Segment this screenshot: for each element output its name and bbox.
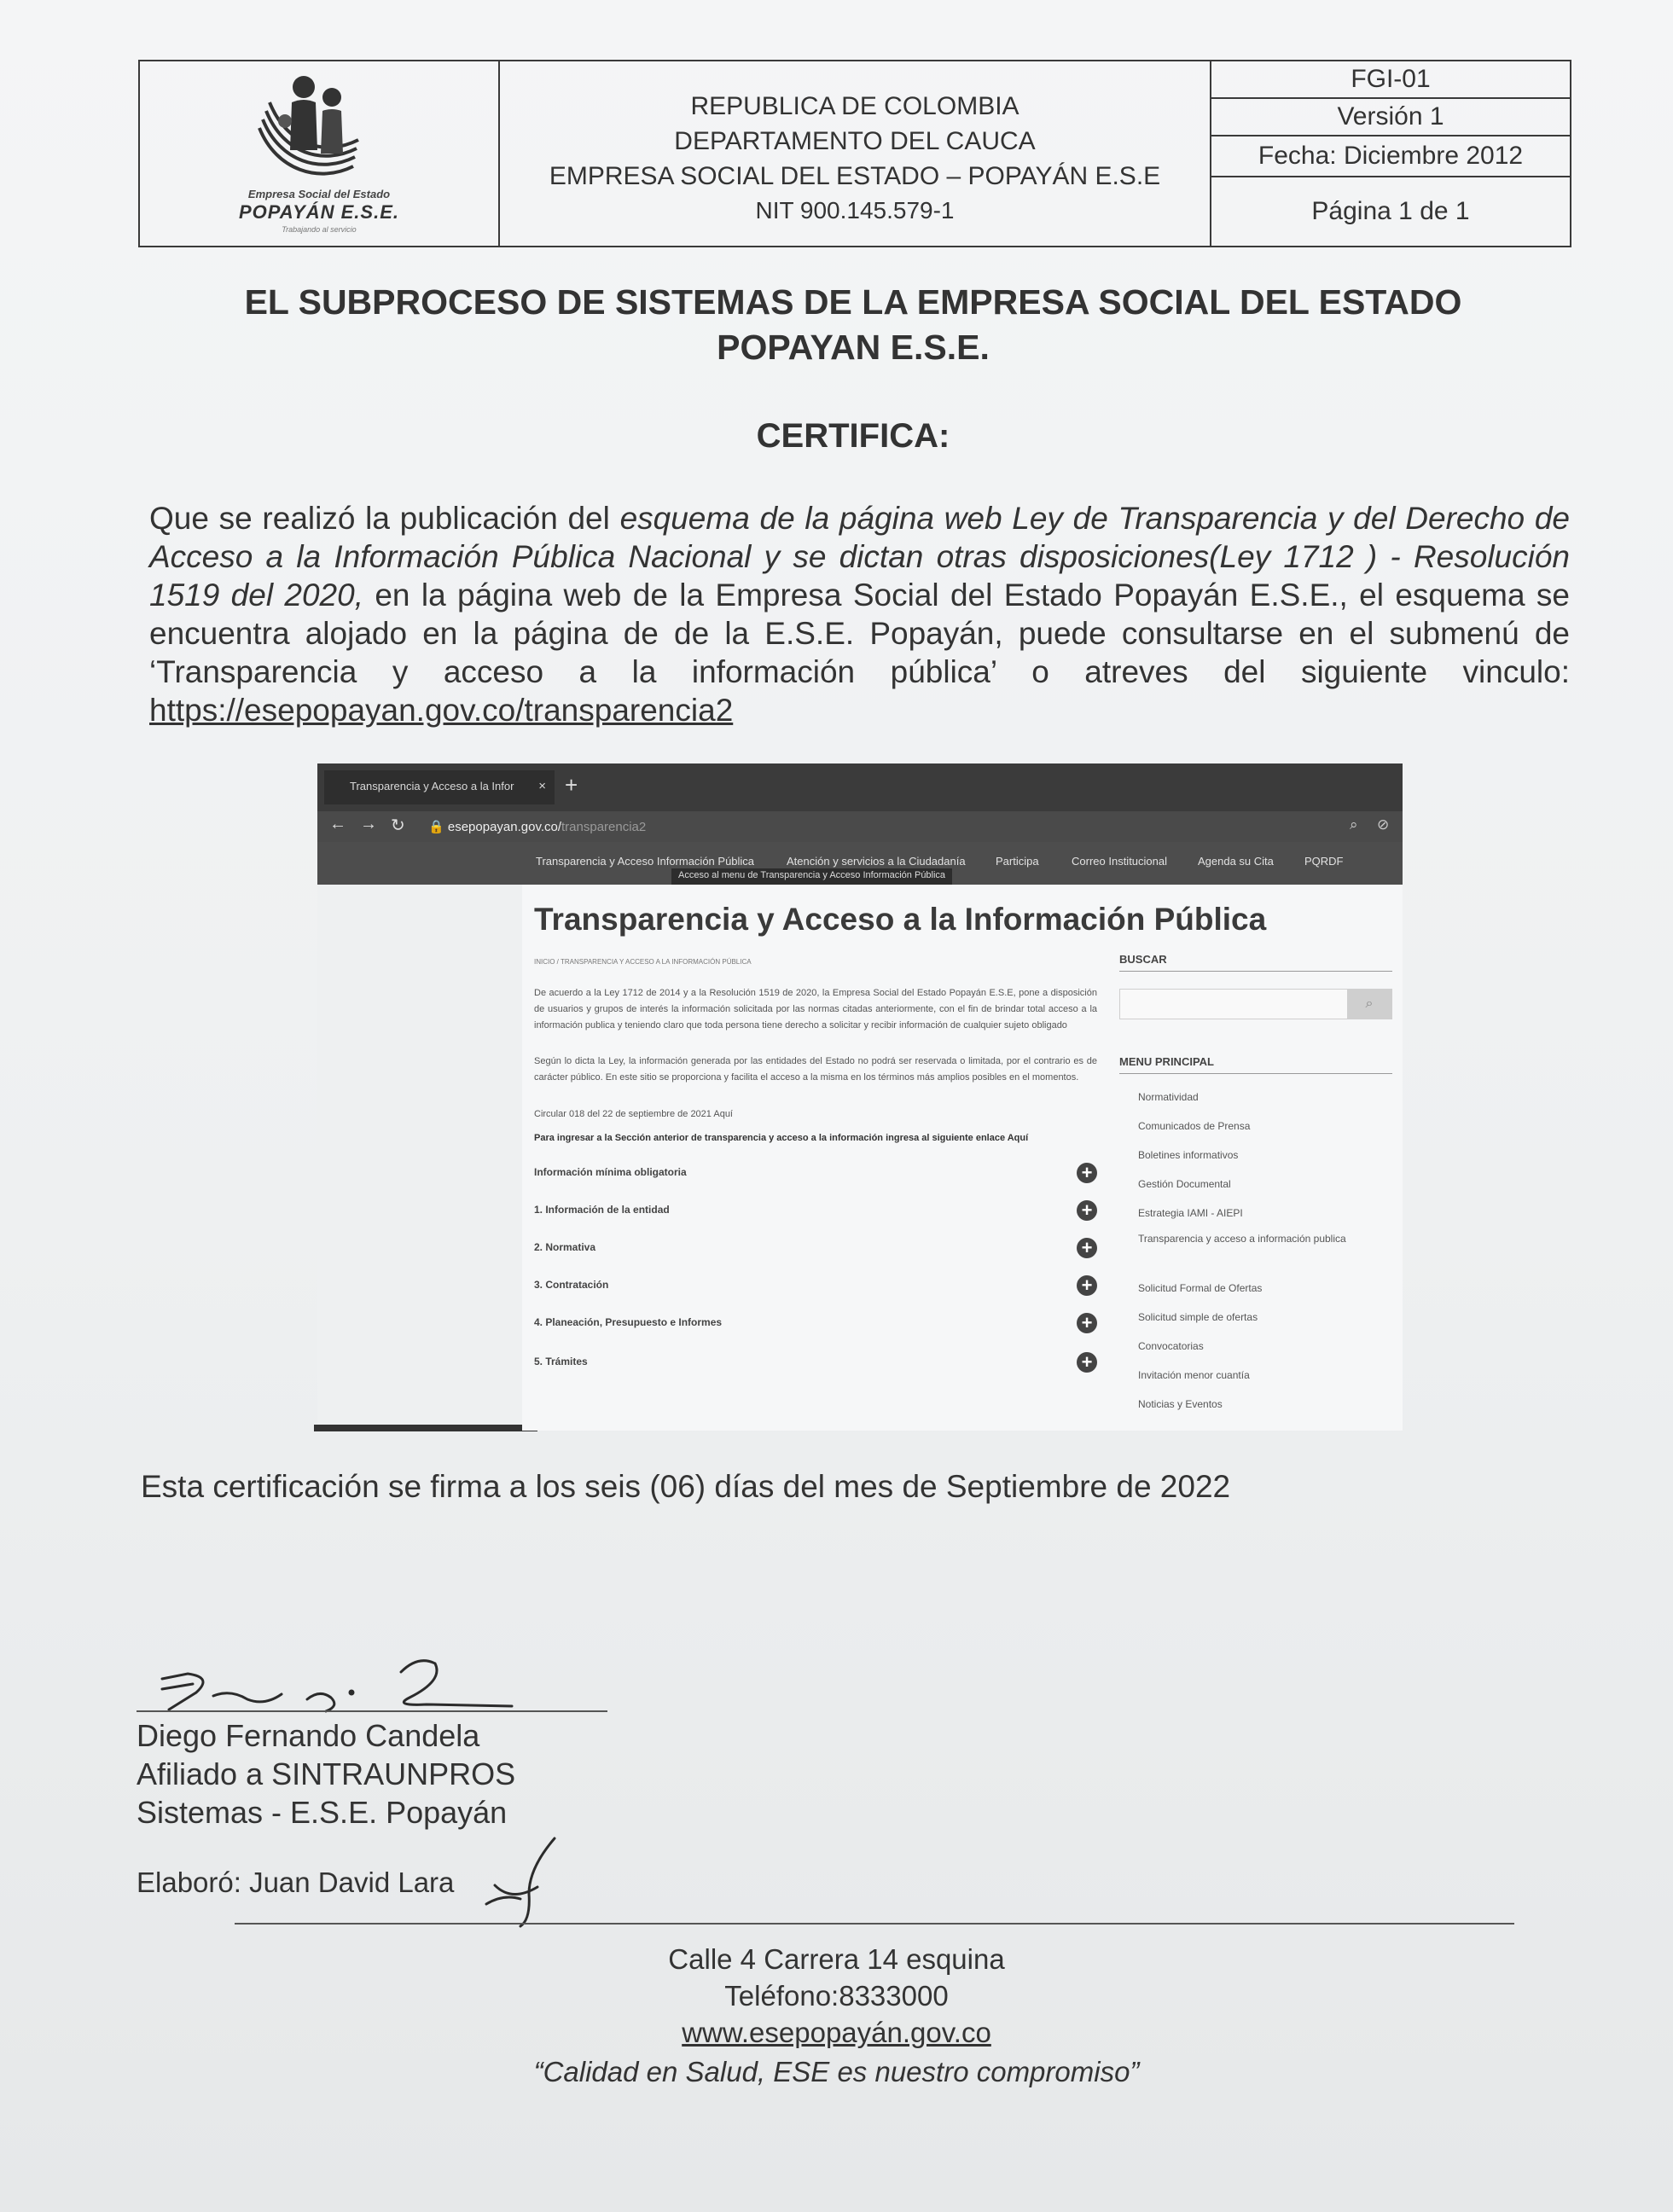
doc-page: Página 1 de 1 (1311, 197, 1470, 225)
header-meta (1211, 61, 1570, 246)
circular-link[interactable]: Circular 018 del 22 de septiembre de 2021 Aquí (534, 1109, 733, 1119)
menu-item[interactable]: Invitación menor cuantía (1138, 1369, 1250, 1381)
reload-icon[interactable]: ↻ (391, 816, 405, 835)
left-margin (317, 885, 522, 1431)
transparency-link[interactable]: https://esepopayan.gov.co/transparencia2 (149, 693, 734, 728)
accordion-item[interactable] (534, 1237, 1097, 1263)
department-line: DEPARTAMENTO DEL CAUCA (674, 126, 1036, 155)
signer-name: Diego Fernando Candela (137, 1718, 480, 1753)
nav-item-agenda[interactable]: Agenda su Cita (1198, 855, 1274, 868)
accordion-label: 2. Normativa (534, 1241, 596, 1253)
footer-divider (235, 1923, 1514, 1925)
doc-date: Fecha: Diciembre 2012 (1211, 136, 1570, 177)
menu-item[interactable]: Solicitud simple de ofertas (1138, 1311, 1258, 1323)
forward-icon[interactable]: → (360, 815, 377, 833)
accordion-label: Información mínima obligatoria (534, 1166, 687, 1178)
accordion-item[interactable] (534, 1312, 1097, 1338)
certification-paragraph (149, 499, 1570, 729)
browser-tab[interactable] (324, 770, 555, 804)
plus-icon[interactable]: + (1077, 1238, 1097, 1258)
url-field[interactable]: 🔒 esepopayan.gov.co/transparencia2 (428, 820, 647, 834)
previous-section-link[interactable]: Para ingresar a la Sección anterior de transparencia y acceso a la información ingresa al siguiente enlace Aquí (534, 1133, 1029, 1143)
search-icon[interactable]: ⌕ (1347, 990, 1391, 1019)
signature-icon (137, 1655, 614, 1715)
close-icon[interactable]: × (538, 779, 546, 793)
plus-icon[interactable]: + (1077, 1352, 1097, 1373)
accordion-label: 3. Contratación (534, 1279, 609, 1291)
menu-heading: MENU PRINCIPAL (1119, 1055, 1392, 1074)
body-details: en la página web de la Empresa Social del Estado Popayán E.S.E., el esquema se encuentra alojado en la página de de la E.S.E. Popayán, puede consultarse en el submenú de ‘Transparencia y acceso a la información pública’ o atreves del siguiente vinculo: (149, 578, 1570, 689)
nav-item-atencion[interactable]: Atención y servicios a la Ciudadanía (787, 855, 966, 868)
nit-line: NIT 900.145.579-1 (755, 196, 955, 224)
plus-icon[interactable]: + (1077, 1275, 1097, 1296)
nav-item-participa[interactable]: Participa (996, 855, 1039, 868)
doc-version: Versión 1 (1211, 99, 1570, 136)
signature-line (137, 1710, 607, 1712)
url-host: esepopayan.gov.co/ (447, 820, 562, 834)
signer-block (137, 1716, 515, 1832)
footer-slogan: “Calidad en Salud, ESE es nuestro compromiso” (533, 2056, 1140, 2087)
site-content (522, 885, 1403, 1431)
header-table (138, 60, 1571, 247)
plus-icon[interactable]: + (1077, 1313, 1097, 1333)
browser-tabbar (317, 763, 1403, 811)
nav-item-transparencia[interactable]: Transparencia y Acceso Información Pública (536, 855, 755, 868)
website-screenshot (317, 763, 1403, 1431)
plus-icon[interactable]: + (1077, 1200, 1097, 1221)
nav-item-pqrdf[interactable]: PQRDF (1304, 855, 1344, 868)
family-logo-icon (251, 68, 370, 188)
search-icon[interactable]: ⌕ (1350, 816, 1358, 833)
prepared-by: Elaboró: Juan David Lara (137, 1867, 455, 1898)
title-line-1: EL SUBPROCESO DE SISTEMAS DE LA EMPRESA SOCIAL DEL ESTADO (244, 282, 1462, 322)
search-input[interactable] (1119, 989, 1392, 1019)
accordion-label: 1. Información de la entidad (534, 1204, 670, 1216)
document-title (128, 280, 1578, 371)
menu-item[interactable]: Gestión Documental (1138, 1178, 1231, 1190)
menu-item[interactable]: Boletines informativos (1138, 1149, 1239, 1161)
logo-subtag: Trabajando al servicio (282, 225, 357, 234)
signing-date: Esta certificación se firma a los seis (06) días del mes de Septiembre de 2022 (141, 1469, 1231, 1504)
page-title: Transparencia y Acceso a la Información Pública (534, 902, 1267, 937)
signer-department: Sistemas - E.S.E. Popayán (137, 1795, 508, 1830)
footer-phone: Teléfono:8333000 (724, 1980, 949, 2012)
menu-item[interactable]: Solicitud Formal de Ofertas (1138, 1282, 1263, 1294)
accordion-label: 5. Trámites (534, 1356, 588, 1367)
accordion-item[interactable] (534, 1162, 1097, 1188)
nav-item-correo[interactable]: Correo Institucional (1072, 855, 1167, 868)
url-path: transparencia2 (561, 820, 647, 834)
menu-item[interactable]: Transparencia y acceso a información publica (1138, 1233, 1346, 1245)
country-line: REPUBLICA DE COLOMBIA (690, 91, 1019, 120)
initials-signature-icon (478, 1834, 572, 1928)
header-institution (500, 61, 1211, 246)
logo-cell (140, 61, 500, 246)
logo-tagline: Empresa Social del Estado (247, 188, 391, 200)
menu-item[interactable]: Estrategia IAMI - AIEPI (1138, 1207, 1243, 1219)
intro-paragraph: De acuerdo a la Ley 1712 de 2014 y a la Resolución 1519 de 2020, la Empresa Social del Estado Popayán E.S.E, pone a disposición de usuarios y grupos de interés la información solicitada por las normas citadas anteriormente, con el fin de brindar total acceso a la información publica y teniendo claro que toda persona tiene derecho a solicitar y recibir información de cualquier sujeto obligado (534, 988, 1097, 1031)
back-icon[interactable]: ← (329, 815, 346, 833)
menu-item[interactable]: Noticias y Eventos (1138, 1398, 1223, 1410)
body-law-reference: esquema de la página web Ley de Transparencia y del Derecho de Acceso a la Información Pública Nacional y se dictan otras disposiciones(Ley 1712 ) - Resolución 1519 del 2020, (149, 501, 1570, 613)
search-heading: BUSCAR (1119, 953, 1392, 972)
menu-item[interactable]: Convocatorias (1138, 1340, 1204, 1352)
footer-website[interactable]: www.esepopayán.gov.co (682, 2017, 991, 2048)
accordion-item[interactable] (534, 1351, 1097, 1378)
nav-tooltip: Acceso al menu de Transparencia y Acceso Información Pública (671, 868, 952, 885)
certifica-heading: CERTIFICA: (756, 417, 950, 455)
accordion-label: 4. Planeación, Presupuesto e Informes (534, 1316, 723, 1328)
doc-code: FGI-01 (1211, 61, 1570, 99)
body-intro: Que se realizó la publicación del (149, 501, 620, 536)
tab-title: Transparencia y Acceso a la Infor (350, 780, 514, 792)
menu-item[interactable]: Normatividad (1138, 1091, 1199, 1103)
signer-affiliation: Afiliado a SINTRAUNPROS (137, 1756, 516, 1791)
logo-name: POPAYÁN E.S.E. (238, 201, 399, 223)
breadcrumb[interactable]: INICIO / TRANSPARENCIA Y ACCESO A LA INFORMACIÓN PÚBLICA (534, 958, 752, 966)
privacy-icon[interactable]: ⊘ (1377, 816, 1390, 833)
accordion-item[interactable] (534, 1274, 1097, 1301)
footer-address: Calle 4 Carrera 14 esquina (668, 1943, 1005, 1975)
left-underline (314, 1425, 537, 1431)
new-tab-icon[interactable]: + (565, 772, 578, 798)
accordion-item[interactable] (534, 1199, 1097, 1226)
title-line-2: POPAYAN E.S.E. (717, 328, 990, 368)
menu-item[interactable]: Comunicados de Prensa (1138, 1120, 1251, 1132)
law-paragraph: Según lo dicta la Ley, la información generada por las entidades del Estado no podrá ser reservada o limitada, por el contrario es de carácter público. En este sitio se proporciona y facilita el acceso a la misma en los términos más amplios posibles en el momentos. (534, 1056, 1097, 1083)
company-line: EMPRESA SOCIAL DEL ESTADO – POPAYÁN E.S.E (549, 162, 1161, 191)
plus-icon[interactable]: + (1077, 1163, 1097, 1183)
browser-urlbar (317, 811, 1403, 842)
